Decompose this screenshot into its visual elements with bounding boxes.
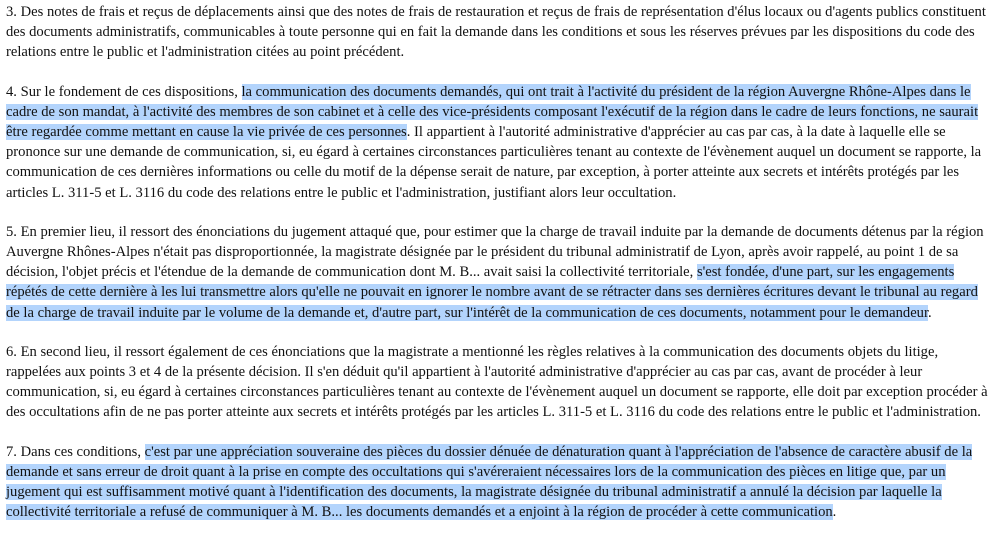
- document-body: [6, 2, 990, 541]
- paragraph-text: .: [928, 304, 932, 321]
- highlighted-text[interactable]: la communication des documents demandés, qui ont trait à l'activité du président de la région Auvergne Rhône-Alpes dans le cadre de son mandat, à l'activité des membres de son cabinet et à celle des vice-présidents composant l'exécutif de la région dans le cadre de leurs fonctions, ne saurait être regardée comme mettant en cause la vie privée de ces personnes: [6, 83, 979, 141]
- paragraph-text: . Il appartient à l'autorité administrative d'apprécier au cas par cas, à la date à laquelle elle se prononce sur une demande de communication, si, eu égard à certaines circonstances particulières tenant au contexte de l'évènement auquel un document se rapporte, la communication de ces dernières informations ou celle du motif de la dépense serait de nature, par exception, à porter atteinte aux secrets et intérêts protégés par les articles L. 311-5 et L. 3116 du code des relations entre le public et l'administration, justifiant alors leur occultation.: [6, 124, 982, 201]
- paragraph-6: [6, 342, 990, 423]
- highlighted-text[interactable]: c'est par une appréciation souveraine des pièces du dossier dénuée de dénaturation quant à l'appréciation de l'absence de caractère abusif de la demande et sans erreur de droit quant à la prise en compte des occultations qui s'avéreraient nécessaires lors de la communication des pièces en litige que, par un jugement qui est suffisamment motivé quant à l'identification des documents, la magistrate désignée du tribunal administratif a annulé la décision par laquelle la collectivité territoriale a refusé de communiquer à M. B... les documents demandés et a enjoint à la région de procéder à cette communication: [6, 443, 973, 521]
- paragraph-7: [6, 442, 990, 523]
- paragraph-text: 7. Dans ces conditions,: [6, 443, 145, 460]
- paragraph-text: 6. En second lieu, il ressort également de ces énonciations que la magistrate a mentionné les règles relatives à la communication des documents objets du litige, rappelées aux points 3 et 4 de la présente décision. Il s'en déduit qu'il appartient à l'autorité administrative d'apprécier au cas par cas, avant de procéder à leur communication, si, eu égard à certaines circonstances particulières tenant au contexte de l'évènement auquel un document se rapporte, elle doit par exception procéder à des occultations afin de ne pas porter atteinte aux secrets et intérêts protégés par les articles L. 311-5 et L. 3116 du code des relations entre le public et l'administration.: [6, 343, 988, 421]
- paragraph-5: [6, 222, 990, 323]
- paragraph-text: 4. Sur le fondement de ces dispositions,: [6, 83, 242, 100]
- highlighted-text[interactable]: s'est fondée, d'une part, sur les engagements répétés de cette dernière à les lui transmettre alors qu'elle ne pouvait en ignorer le nombre avant de se rétracter dans ses dernières écritures devant le tribunal au regard de la charge de travail induite par le volume de la demande et, d'autre part, sur l'intérêt de la communication de ces documents, notamment pour le demandeur: [6, 264, 978, 321]
- paragraph-4: [6, 82, 990, 203]
- paragraph-text: .: [832, 504, 837, 521]
- paragraph-text: 3. Des notes de frais et reçus de déplacements ainsi que des notes de frais de restauration et reçus de frais de représentation d'élus locaux ou d'agents publics constituent des documents administratifs, communicables à toute personne qui en fait la demande dans les conditions et sous les réserves prévues par les dispositions du code des relations entre le public et l'administration citées au point précédent.: [6, 4, 986, 61]
- paragraph-3: [6, 2, 990, 63]
- paragraph-text: 5. En premier lieu, il ressort des énonciations du jugement attaqué que, pour estimer que la charge de travail induite par la demande de documents détenus par la région Auvergne Rhônes-Alpes n'était pas disproportionnée, la magistrate désignée par le président du tribunal administratif de Lyon, après avoir rappelé, au point 1 de sa décision, l'objet précis et l'étendue de la demande de communication dont M. B... avait saisi la collectivité territoriale,: [6, 223, 984, 281]
